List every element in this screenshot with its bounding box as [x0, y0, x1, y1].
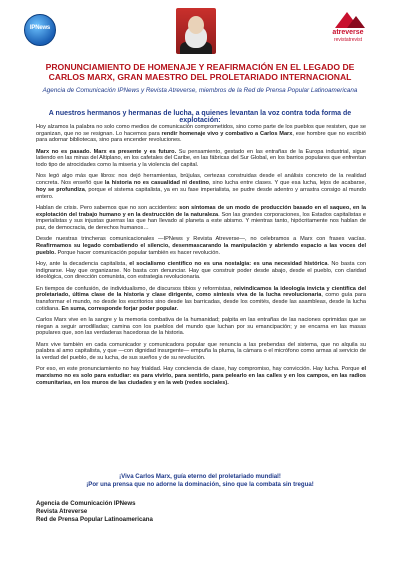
emphasis-text: Reafirmamos su legado combatiendo el silencio, desenmascarando la manipulación y abriendo espacio a las voces del pueblo. — [36, 242, 366, 256]
emphasis-text: la historia no es casualidad ni destino — [104, 180, 209, 187]
paragraph-text: Carlos Marx vive en la sangre y la memoria combativa de la humanidad; palpita en las entrañas de las naciones oprimidas que se niegan a seguir arrodilladas; camina con los pueblos del mundo que luchan por su emancipación; y se encarna en las masas populares que, son las verdaderas hacedoras de la historia. — [36, 317, 366, 337]
body-paragraph — [36, 236, 366, 256]
paragraph-text: Desde nuestras trincheras comunicacionales —IPNews y Revista Atreverse—, no celebramos a Marx con frases vacías. — [36, 236, 366, 243]
paragraph-text: Su pensamiento, gestado en las entrañas de la Europa industrial, sigue latiendo en las minas del Altiplano, en los cafetales del Caribe, en las fábricas del Sur Global, en los barrios populares que enfrentan todo tipo de atrocidades como la miseria y la violencia del capital. — [36, 148, 366, 169]
paragraph-text: Hablan de crisis. Pero sabemos que no son accidentes: — [36, 204, 180, 211]
signature-line: Revista Atreverse — [36, 508, 88, 516]
body-paragraph — [36, 342, 366, 362]
emphasis-text: reivindicamos la ideología invicta y científica del proletariado, última clase de la historia y clase dirigente, como síntesis viva de la lucha revolucionaria — [36, 285, 367, 299]
closing-line: ¡Por una prensa que no adorne la dominación, sino que la combata sin tregua! — [86, 481, 314, 488]
emphasis-text: el marxismo no es solo para estudiar: es para vivirlo, para sentirlo, para pelearlo en las calles y en los campos, en las radios comunitarias, en los muros de las ciudades y en la web (redes sociales). — [36, 366, 366, 386]
paragraph-text: Porque hacer comunicación popular también es hacer revolución. — [55, 249, 221, 256]
paragraph-text: , porque el sistema capitalista, ya en su fase imperialista, se pudre desde adentro y arrastra consigo al mundo entero. — [36, 186, 366, 200]
paragraph-text: Nos legó algo más que libros: nos dejó herramientas, brújulas, certezas construidas desde el análisis concreto de la realidad concreta. Nos enseñó que — [36, 173, 366, 187]
paragraph-text: Marx vive también en cada comunicador y comunicadora popular que renuncia a las prebendas del sistema, que no alquila su palabra al amo capitalista, y que —con dignidad insurgente— empuña la pluma, la cámara o el micrófono como armas al servicio de la verdad del pueblo, de su lucha, de sus sueños y de su revolución. — [36, 341, 366, 362]
ipnews-logo-text: IPNews — [29, 25, 51, 31]
body-paragraph — [36, 286, 366, 313]
body-paragraph — [36, 366, 366, 386]
paragraph-text: . Son las grandes corporaciones, los Estados capitalistas e imperialistas y sus injustas guerras las que han llevado al planeta a este abismo. Y mientras tanto, hipócritamente nos hablan de paz, de democracia, de derechos humanos… — [36, 211, 367, 231]
emphasis-text: el socialismo científico no es una nostalgia: es una necesidad histórica — [129, 260, 328, 267]
document-header — [0, 0, 400, 62]
closing-line: ¡Viva Carlos Marx, guía eterno del proletariado mundial! — [119, 473, 281, 480]
document-subtitle: Agencia de Comunicación IPNews y Revista Atreverse, miembros de la Red de Prensa Popular Latinoamericana — [42, 87, 358, 94]
signature-line: Red de Prensa Popular Latinoamericana — [36, 516, 153, 524]
body-paragraph — [36, 173, 366, 200]
signatures — [36, 500, 336, 525]
atreverse-logo — [313, 12, 383, 46]
paragraph-text: Por eso, en este pronunciamiento no hay frialdad. Hay conciencia de clase, hay compromiso, hay convicción. Hay lucha. Porque — [36, 366, 362, 373]
body-paragraph — [36, 149, 366, 169]
paragraph-text: En tiempos de confusión, de individualismo, de discursos tibios y reformistas, — [36, 285, 234, 292]
atreverse-logo-name: atreverse — [332, 29, 364, 36]
emphasis-text: rendir homenaje vivo y combativo a Carlos Marx — [161, 130, 293, 137]
paragraph-text: Hoy, ante la decadencia capitalista, — [36, 260, 130, 267]
document-body — [36, 124, 366, 391]
body-paragraph — [36, 261, 366, 281]
ipnews-logo — [24, 14, 56, 46]
body-paragraph — [36, 317, 366, 337]
closing-slogans — [30, 473, 370, 489]
document-title: PRONUNCIAMIENTO DE HOMENAJE Y REAFIRMACIÓN EN EL LEGADO DE CARLOS MARX, GRAN MAESTRO DEL PROLETARIADO INTERNACIONAL — [45, 62, 355, 82]
carlos-marx-portrait-image — [176, 8, 216, 54]
paragraph-text: , sino lucha entre clases. Y que esa lucha, lejos de acabarse, — [208, 180, 366, 187]
emphasis-text: En suma, corresponde forjar poder popular. — [61, 305, 179, 312]
body-paragraph — [36, 124, 366, 144]
emphasis-text: Marx no es pasado. Marx es presente y es futuro. — [36, 148, 177, 155]
paragraph-text: , como guía para transformar el mundo, no desde los escritorios sino desde las barricadas, desde los comités, desde las asambleas, desde la lucha cotidiana. — [36, 292, 366, 312]
paragraph-text: Hoy alzamos la palabra no solo como medios de comunicación comprometidos, sino como parte de los pueblos que resisten, que se organizan, que no se resignan. Lo hacemos para — [36, 124, 366, 137]
paragraph-text: , ese hombre que no escribió para adornar bibliotecas, sino para encender revoluciones. — [36, 130, 366, 144]
emphasis-text: son síntomas de un modo de producción basado en el saqueo, en la explotación del trabajo humano y en la destrucción de la naturaleza — [36, 204, 366, 218]
paragraph-text: . No basta con indignarse. Hay que organizarse. No basta con denunciar. Hay que construir poder desde abajo, desde el pueblo, con claridad ideológica, con dirección comunista, con estrategia revolucionaria. — [36, 260, 366, 281]
atreverse-logo-sub: revistatrevist — [333, 37, 363, 43]
body-paragraph — [36, 205, 366, 232]
emphasis-text: hoy se profundiza — [36, 186, 85, 193]
signature-line: Agencia de Comunicación IPNews — [36, 500, 136, 507]
salutation: A nuestros hermanos y hermanas de lucha, a quienes levantan la voz contra toda forma de explotación: — [48, 110, 352, 124]
